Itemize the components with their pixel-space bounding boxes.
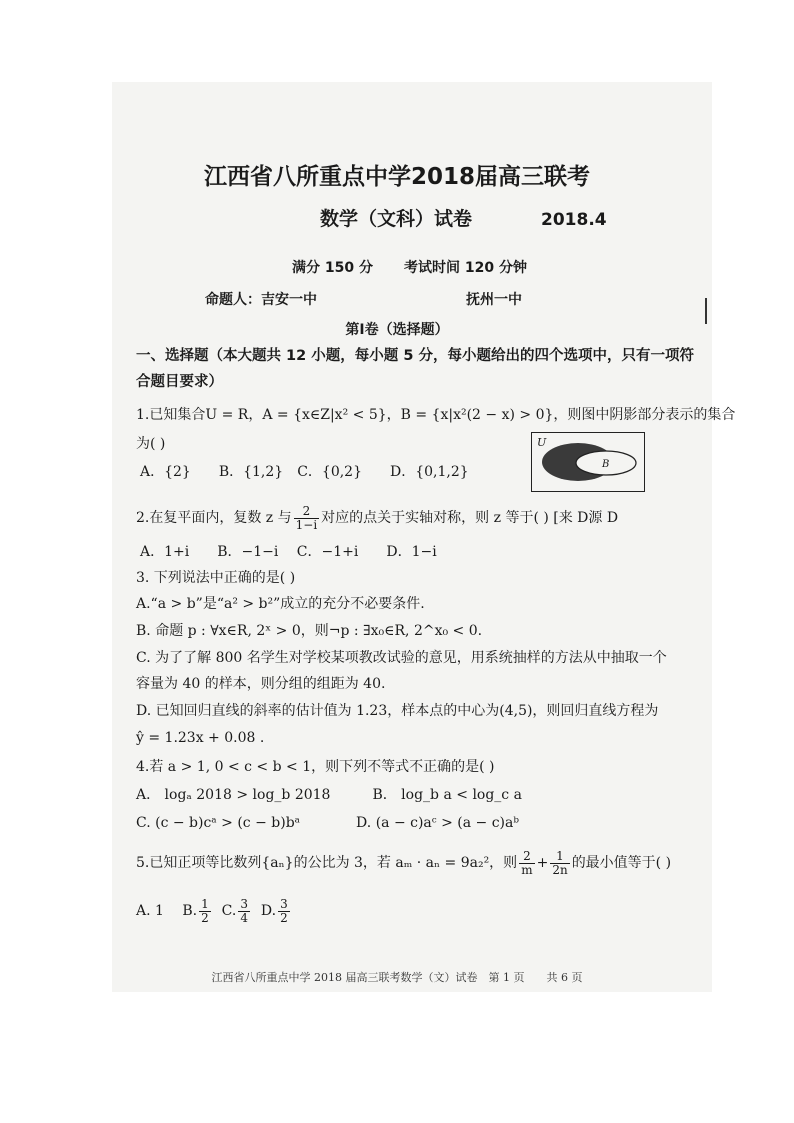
q1-stem: 1.已知集合U = R，A = {x∈Z|x² < 5}，B = {x|x²(2 − x) > 0}，则图中阴影部分表示的集合	[136, 407, 736, 423]
q5-stem	[136, 848, 671, 878]
q1-stem-cont: 为( )	[136, 436, 166, 452]
venn-label-b: B	[602, 459, 610, 470]
q5-fraction-2	[550, 850, 569, 877]
exam-title: 江西省八所重点中学2018届高三联考	[203, 164, 590, 190]
q1-options: A．{2} B．{1,2} C．{0,2} D．{0,1,2}	[140, 464, 469, 480]
q5-opt-c-frac	[238, 898, 250, 925]
time-info: 考试时间 120 分钟	[404, 260, 527, 276]
section-heading: 一、选择题（本大题共 12 小题，每小题 5 分，每小题给出的四个选项中，只有一项符	[136, 348, 694, 364]
q5-stem-b: 的最小值等于( )	[571, 855, 672, 871]
q3-option-d-cont: ŷ = 1.23x + 0.08 .	[136, 730, 265, 746]
q5-opt-d-frac	[278, 898, 290, 925]
q5-plus: +	[536, 855, 549, 871]
q5-opt-a: A. 1 B.	[136, 903, 198, 919]
venn-diagram	[531, 432, 645, 492]
q5-ob-num: 1	[201, 896, 209, 911]
q2-stem	[136, 504, 618, 532]
q3-option-a: A.“a > b”是“a² > b²”成立的充分不必要条件.	[136, 596, 425, 612]
score-info: 满分 150 分	[292, 260, 373, 276]
q3-option-c-cont: 容量为 40 的样本，则分组的组距为 40.	[136, 676, 386, 692]
q5-oc-num: 3	[240, 896, 248, 911]
q5-od-num: 3	[280, 896, 288, 911]
q5-fraction-1	[519, 850, 534, 877]
q5-opt-b-frac	[199, 898, 211, 925]
q2-fraction	[294, 505, 320, 532]
q5-od-den: 2	[280, 910, 288, 925]
venn-label-u: U	[537, 436, 547, 449]
q5-opt-d: D.	[260, 903, 277, 919]
q5-opt-c: C.	[221, 903, 237, 919]
q2-frac-num: 2	[294, 505, 320, 519]
q3-option-c: C. 为了了解 800 名学生对学校某项教改试验的意见，用系统抽样的方法从中抽取一个	[136, 650, 667, 666]
section-heading-cont: 合题目要求）	[136, 374, 223, 390]
page-footer: 江西省八所重点中学 2018 届高三联考数学（文）试卷 第 1 页 共 6 页	[211, 971, 583, 984]
q3-option-b: B. 命题 p : ∀x∈R, 2ˣ > 0，则¬p : ∃x₀∈R, 2^x₀ < 0.	[136, 623, 483, 639]
q2-options: A．1+i B．−1−i C．−1+i D．1−i	[140, 544, 437, 560]
q5-stem-a: 5.已知正项等比数列{aₙ}的公比为 3，若 aₘ · aₙ = 9a₂²，则	[136, 855, 518, 871]
q5-f2-num: 1	[550, 850, 569, 864]
exam-date: 2018.4	[541, 210, 607, 230]
author-school-2: 抚州一中	[466, 292, 522, 308]
q4-options-cd: C. (c − b)cᵃ > (c − b)bᵃ D. (a − c)aᶜ > (a − c)aᵇ	[136, 815, 519, 831]
q3-stem: 3. 下列说法中正确的是( )	[136, 570, 296, 586]
q2-frac-den: 1−i	[295, 517, 318, 532]
q2-stem-a: 2.在复平面内，复数 z 与	[136, 510, 292, 526]
q5-f2-den: 2n	[552, 862, 568, 877]
q4-options-ab: A． logₐ 2018 > log_b 2018 B． log_b a < log_c a	[136, 787, 522, 803]
exam-subtitle: 数学（文科）试卷	[320, 208, 473, 230]
author-info: 命题人：吉安一中	[205, 292, 317, 308]
venn-svg	[532, 433, 644, 491]
q5-f1-den: m	[521, 862, 533, 877]
volume-title: 第Ⅰ卷（选择题）	[345, 322, 449, 338]
q3-option-d: D. 已知回归直线的斜率的估计值为 1.23，样本点的中心为(4,5)，则回归直线方程为	[136, 703, 659, 719]
q5-f1-num: 2	[519, 850, 534, 864]
q4-stem: 4.若 a > 1, 0 < c < b < 1，则下列不等式不正确的是( )	[136, 759, 495, 775]
q5-oc-den: 4	[240, 910, 248, 925]
q2-stem-b: 对应的点关于实轴对称，则 z 等于( ) [来 D源 D	[321, 510, 619, 526]
q5-options	[136, 896, 292, 926]
q5-ob-den: 2	[201, 910, 209, 925]
